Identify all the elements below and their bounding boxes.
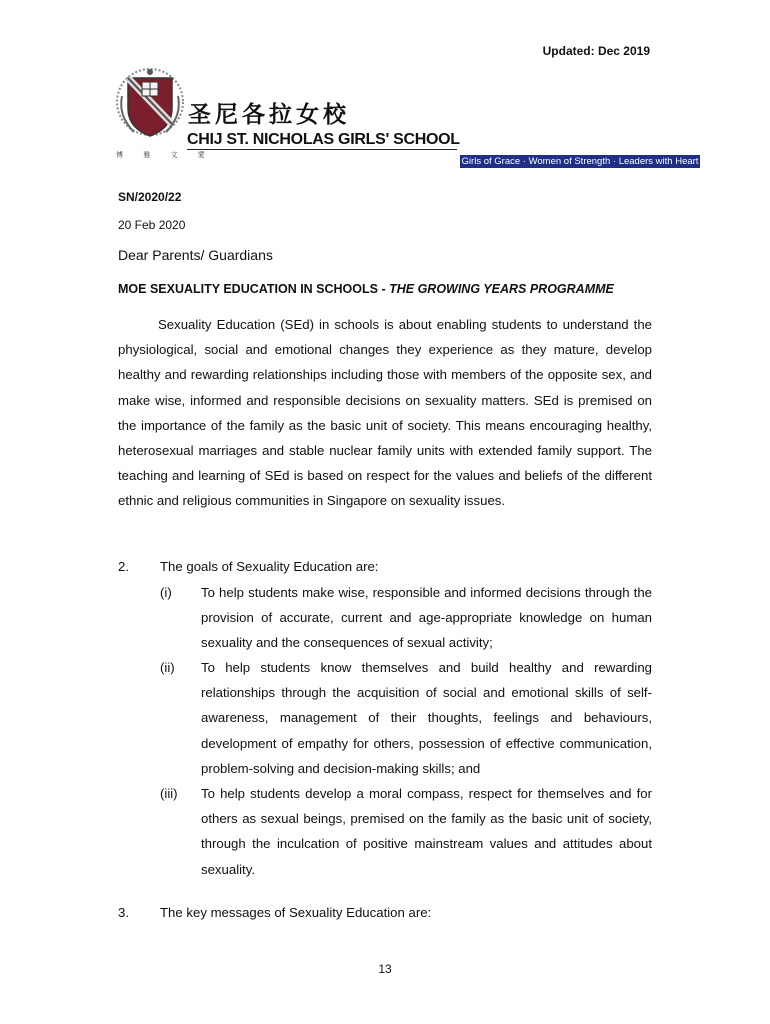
letter-title-programme: THE GROWING YEARS PROGRAMME bbox=[389, 282, 614, 296]
school-name-chinese: 圣尼各拉女校 bbox=[188, 101, 350, 128]
goal-3-label: (iii) bbox=[160, 786, 178, 801]
school-crest-logo bbox=[114, 66, 186, 154]
letter-title-main: MOE SEXUALITY EDUCATION IN SCHOOLS - bbox=[118, 282, 390, 296]
page-number: 13 bbox=[378, 962, 392, 976]
section-2-title: The goals of Sexuality Education are: bbox=[160, 559, 379, 574]
goal-1-text: To help students make wise, responsible and informed decisions through the provision of accurate, current and age-appropriate knowledge on human sexuality and the consequences of sexual activity; bbox=[201, 585, 652, 651]
letter-title bbox=[118, 282, 614, 296]
crest-motto: 博 雅 文 愛 bbox=[116, 151, 214, 159]
goal-2-text: To help students know themselves and build healthy and rewarding relationships through the acquisition of social and emotional skills of self-awareness, management of their thoughts, feelings and behaviours, development of empathy for others, possession of effective communication, problem-solving and decision-making skills; and bbox=[201, 660, 652, 776]
reference-number: SN/2020/22 bbox=[118, 190, 182, 204]
letter-date: 20 Feb 2020 bbox=[118, 218, 186, 232]
section-3-number: 3. bbox=[118, 905, 129, 920]
school-name-english: CHIJ ST. NICHOLAS GIRLS' SCHOOL bbox=[187, 131, 460, 148]
header-divider bbox=[187, 149, 457, 150]
goal-3-text: To help students develop a moral compass, respect for themselves and for others as sexual beings, premised on the family as the basic unit of society, through the inculcation of positive mainstream values and attitudes about sexuality. bbox=[201, 786, 652, 877]
goal-1-label: (i) bbox=[160, 585, 172, 600]
goal-2-label: (ii) bbox=[160, 660, 175, 675]
salutation: Dear Parents/ Guardians bbox=[118, 247, 273, 263]
intro-paragraph bbox=[118, 312, 652, 514]
intro-paragraph-text: Sexuality Education (SEd) in schools is about enabling students to understand the physiological, social and emotional changes they experience as they mature, develop healthy and rewarding relationships including those with members of the opposite sex, and make wise, informed and responsible decisions on sexuality matters. SEd is premised on the importance of the family as the basic unit of society. This means encouraging healthy, heterosexual marriages and stable nuclear family units with extended family support. The teaching and learning of SEd is based on respect for the values and beliefs of the different ethnic and religious communities in Singapore on sexuality issues. bbox=[118, 317, 652, 509]
updated-date: Updated: Dec 2019 bbox=[542, 44, 650, 58]
section-3-title: The key messages of Sexuality Education are: bbox=[160, 905, 432, 920]
section-2-number: 2. bbox=[118, 559, 129, 574]
school-tagline: Girls of Grace · Women of Strength · Leaders with Heart bbox=[461, 156, 699, 167]
